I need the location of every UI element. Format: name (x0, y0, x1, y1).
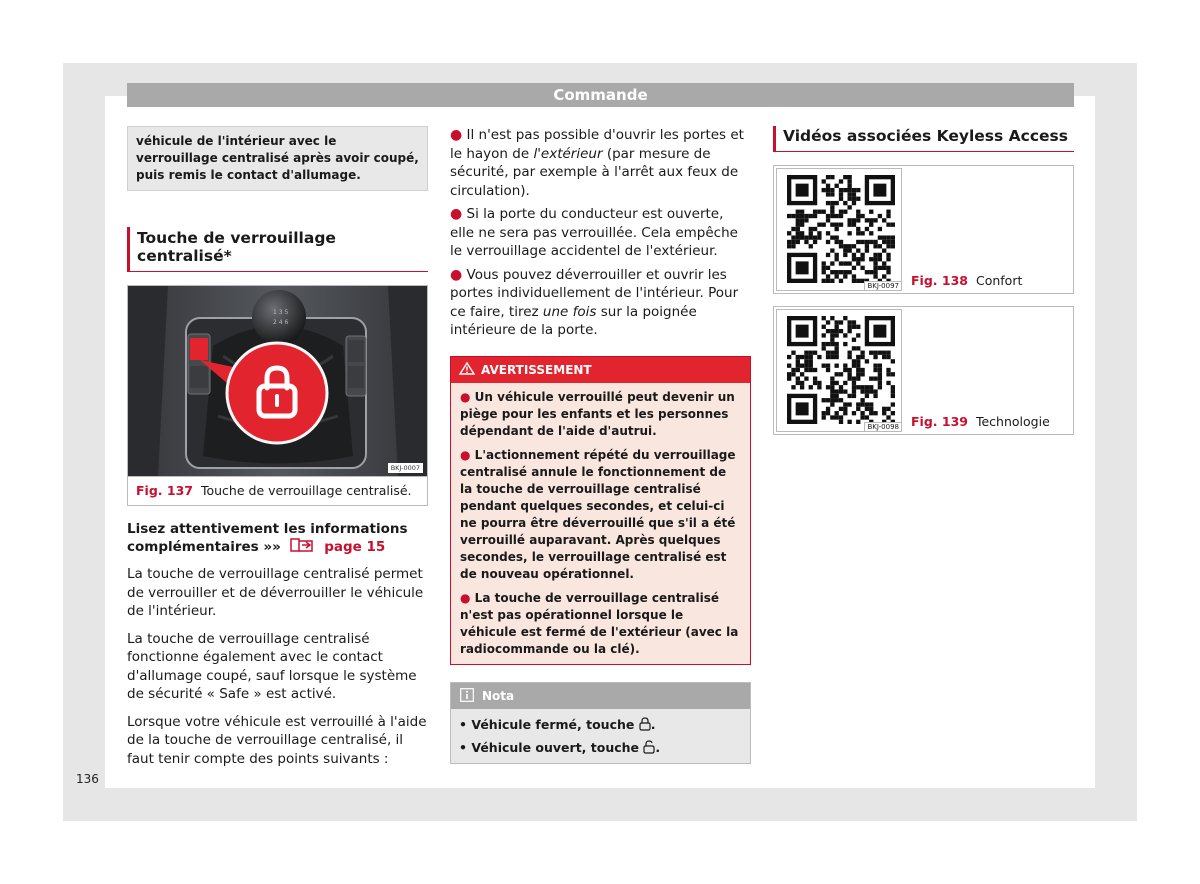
book-reference-icon (289, 538, 317, 553)
paragraph-2: La touche de verrouillage centralisé fonctionne également avec le contact d'allumage coupé, sauf lorsque le système de sécurité « Safe » est activé. (127, 630, 417, 702)
info-icon (460, 688, 474, 702)
bullet-text: Il n'est pas possible d'ouvrir les portes et le hayon de (450, 127, 744, 162)
qr-code-icon[interactable] (787, 316, 895, 424)
video-label: Technologie (975, 414, 1050, 429)
warning-item (460, 389, 742, 440)
figure-label: Fig. 137 (136, 483, 193, 498)
continued-text-box: véhicule de l'intérieur avec le verrouillage centralisé après avoir coupé, puis remis le contact d'allumage. (127, 126, 428, 191)
qr-code-id: BKJ-0098 (864, 422, 902, 432)
bullet-dot: ● (450, 266, 463, 283)
svg-text:1 3 5: 1 3 5 (273, 309, 289, 316)
chapter-header: Commande (127, 83, 1074, 107)
figure-label: Fig. 138 (911, 273, 968, 288)
bullet-item-3 (450, 266, 751, 340)
figure-caption (128, 477, 427, 505)
warning-header (451, 357, 750, 383)
qr-caption (911, 414, 1050, 429)
warning-item (460, 590, 742, 658)
image-code: BKJ-0007 (388, 463, 423, 473)
console-illustration (128, 286, 427, 477)
note-body (451, 709, 750, 763)
bullet-emphasis: l'extérieur (533, 145, 603, 162)
warning-title: AVERTISSEMENT (481, 362, 592, 377)
note-item-text: Véhicule fermé, touche (471, 716, 635, 732)
figure-137 (127, 285, 428, 506)
bullet-dot: ● (460, 590, 471, 605)
lead-text (127, 520, 428, 556)
note-item-locked: • Véhicule fermé, touche . (459, 716, 656, 732)
bullet-item-1 (450, 126, 751, 200)
paragraph-1: La touche de verrouillage centralisé permet de verrouiller et de déverrouiller le véhicule de l'intérieur. (127, 566, 424, 619)
lead-arrows: »» (263, 539, 281, 555)
video-label: Confort (975, 273, 1023, 288)
video-qr-confort[interactable] (773, 165, 1074, 294)
column-right (773, 126, 1074, 435)
video-qr-technologie[interactable] (773, 306, 1074, 435)
note-title: Nota (482, 688, 515, 703)
bullet-item-2 (450, 205, 751, 261)
bullet-emphasis: une fois (542, 303, 597, 320)
bullet-text: (par mesure de sécurité, par exemple à l'arrêt aux feux de circulation). (450, 145, 739, 199)
warning-box (450, 356, 751, 665)
warning-item-text: La touche de verrouillage centralisé n'est pas opérationnel lorsque le véhicule est fermé de l'extérieur (avec la radiocommande ou la clé). (460, 590, 739, 656)
qr-frame (776, 309, 902, 432)
column-middle (450, 126, 751, 764)
section-title: Touche de verrouillage centralisé* (127, 227, 428, 272)
note-box (450, 682, 751, 764)
warning-triangle-icon (459, 362, 475, 375)
figure-caption-text: Touche de verrouillage centralisé. (200, 483, 412, 498)
qr-code-icon[interactable] (787, 175, 895, 283)
note-item-unlocked: • Véhicule ouvert, touche . (459, 739, 661, 755)
warning-item (460, 447, 742, 583)
qr-caption (911, 273, 1022, 288)
paragraph-3: Lorsque votre véhicule est verrouillé à l'aide de la touche de verrouillage centralisé, il faut tenir compte des points suivants : (127, 713, 427, 767)
svg-text:2 4 6: 2 4 6 (273, 319, 289, 326)
note-header (451, 683, 750, 709)
warning-item-text: Un véhicule verrouillé peut devenir un piège pour les enfants et les personnes dépendant de l'aide d'autrui. (460, 389, 735, 438)
videos-section-title: Vidéos associées Keyless Access (773, 126, 1074, 152)
lock-open-icon (643, 740, 655, 754)
column-left (127, 126, 428, 768)
page-reference-link[interactable]: page 15 (324, 539, 386, 555)
bullet-dot: ● (450, 206, 463, 222)
note-item-text: Véhicule ouvert, touche (471, 739, 640, 755)
bullet-text: Vous pouvez déverrouiller et ouvrir les portes individuellement de l'intérieur. Pour ce faire, tirez (450, 266, 739, 320)
lock-closed-icon (639, 717, 651, 731)
bullet-dot: ● (450, 127, 463, 143)
warning-body (451, 383, 750, 664)
bullet-text: sur la poignée intérieure de la porte. (450, 303, 697, 338)
page-number: 136 (76, 772, 99, 786)
bullet-dot: ● (460, 389, 471, 404)
qr-frame (776, 168, 902, 291)
warning-item-text: L'actionnement répété du verrouillage centralisé annule le fonctionnement de la touche de verrouillage centralisé pendant quelques secondes, et celui-ci ne pourra être déverrouillé que s'il a été verrouillé auparavant. Après quelques secondes, le verrouillage centralisé est de nouveau opérationnel. (460, 447, 736, 581)
qr-code-id: BKJ-0097 (864, 281, 902, 291)
gear-lever-image (128, 286, 427, 477)
figure-label: Fig. 139 (911, 414, 968, 429)
bullet-dot: ● (460, 447, 471, 462)
bullet-text: Si la porte du conducteur est ouverte, elle ne sera pas verrouillée. Cela empêche le verrouillage accidentel de l'extérieur. (450, 206, 738, 259)
lead-text-body: Lisez attentivement les informations complémentaires (127, 521, 408, 555)
